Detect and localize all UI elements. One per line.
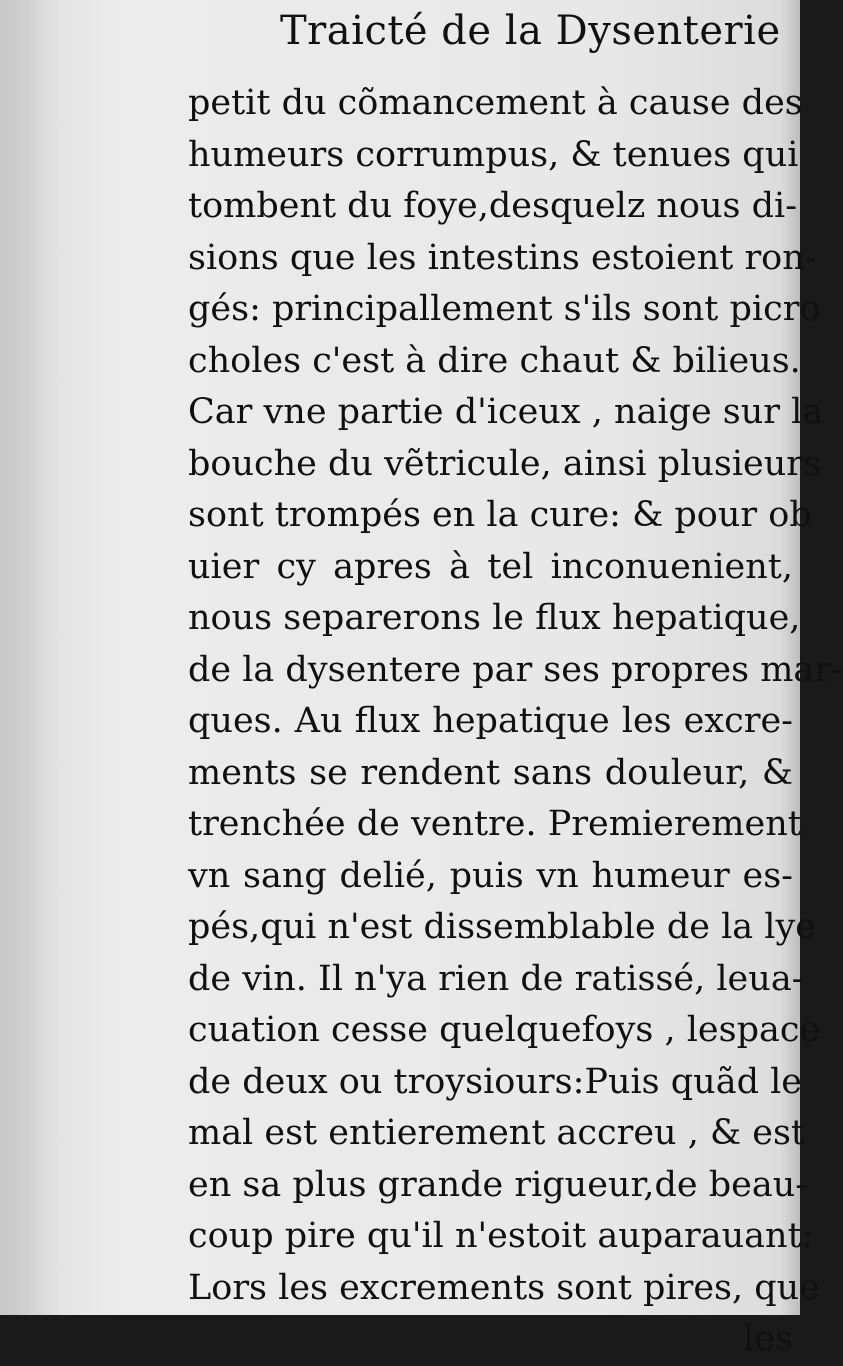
text-line: nous separerons le flux hepatique, bbox=[188, 598, 801, 638]
text-line: gés: principallement s'ils sont picro bbox=[188, 289, 821, 329]
text-line: cuation cesse quelquefoys , lespace bbox=[188, 1010, 821, 1050]
text-line: petit du cõmancement à cause des bbox=[188, 83, 803, 123]
text-line: ques. Au flux hepatique les excre- bbox=[188, 701, 793, 741]
text-line: mal est entierement accreu , & est bbox=[188, 1113, 805, 1153]
text-line: sions que les intestins estoient ron- bbox=[188, 237, 817, 278]
text-line: humeurs corrumpus, & tenues qui bbox=[188, 134, 799, 175]
text-line: ments se rendent sans douleur, & bbox=[188, 752, 793, 793]
running-header: Traicté de la Dysenterie bbox=[280, 8, 781, 54]
text-line: Lors les excrements sont pires, que bbox=[188, 1267, 820, 1308]
text-line: tombent du foye,desquelz nous di- bbox=[188, 186, 798, 226]
page-edge bbox=[0, 0, 60, 1315]
text-line: coup pire qu'il n'estoit auparauant: bbox=[188, 1216, 814, 1256]
text-line: en sa plus grande rigueur,de beau- bbox=[188, 1164, 808, 1205]
text-line: de deux ou troysiours:Puis quãd le bbox=[188, 1061, 803, 1102]
text-line: choles c'est à dire chaut & bilieus. bbox=[188, 340, 801, 381]
text-line: trenchée de ventre. Premierement bbox=[188, 804, 802, 844]
text-line: bouche du vẽtricule, ainsi plusieurs bbox=[188, 443, 821, 484]
text-line: pés,qui n'est dissemblable de la lye bbox=[188, 907, 816, 947]
text-line: de la dysentere par ses propres mar- bbox=[188, 649, 843, 690]
text-line: sont trompés en la cure: & pour ob bbox=[188, 495, 812, 535]
catchword: les bbox=[743, 1319, 793, 1359]
text-line: de vin. Il n'ya rien de ratissé, leua- bbox=[188, 958, 804, 999]
page-body bbox=[188, 78, 843, 1366]
text-line: vn sang delié, puis vn humeur es- bbox=[188, 855, 793, 896]
text-line: Car vne partie d'iceux , naige sur la bbox=[188, 392, 824, 432]
text-line: uier cy apres à tel inconuenient, bbox=[188, 546, 793, 587]
